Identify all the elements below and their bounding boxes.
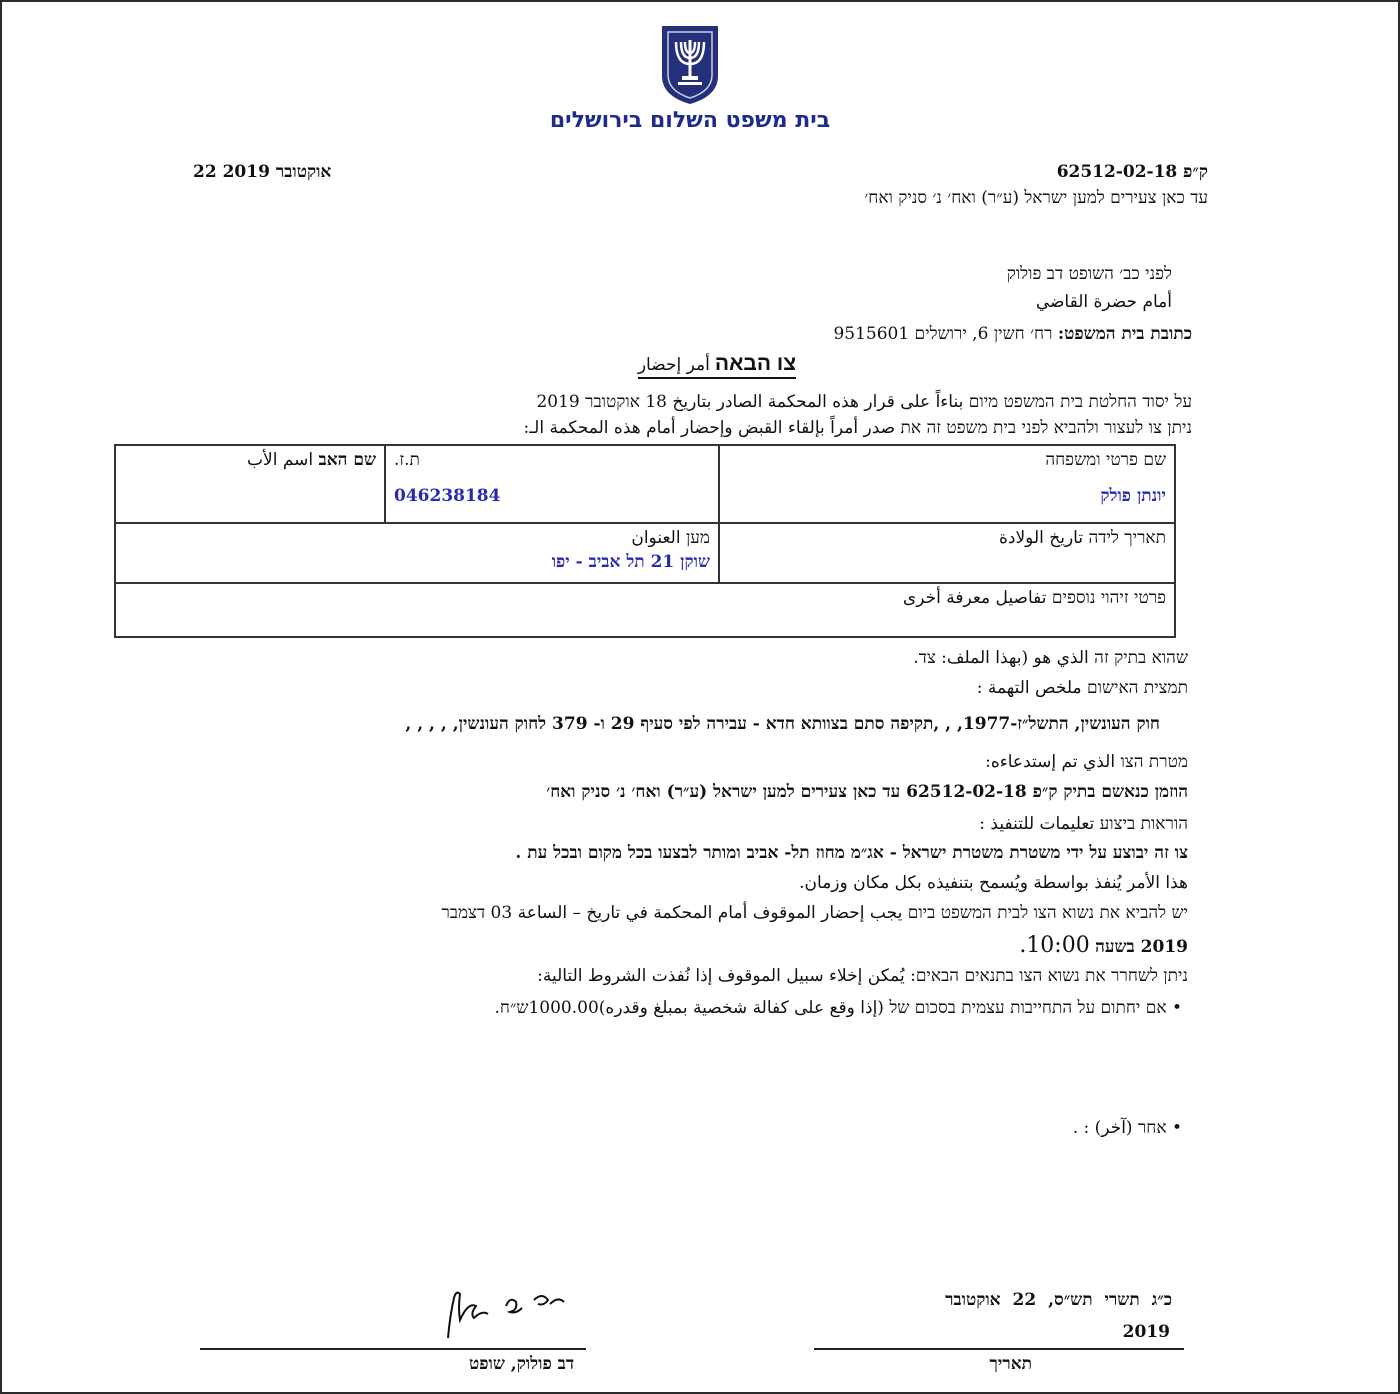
cell-id: [385, 445, 719, 523]
father-label: שם האב اسم الأب: [247, 450, 376, 470]
suspect-details-table: [114, 444, 1176, 638]
cell-address: [115, 523, 719, 583]
cell-dob: [719, 523, 1175, 583]
cell-extra-id: [115, 583, 1175, 637]
subject-heading: [638, 352, 796, 379]
instruction-1: צו זה יבוצע על ידי משטרת משטרת ישראל - אג״מ מחוז תל- אביב ומותר לבצעו בכל מקום ובכל עת .: [515, 843, 1188, 863]
date-signature-line: [814, 1348, 1184, 1350]
dob-label: תאריך לידה تاريخ الولادة: [999, 528, 1166, 548]
extra-id-label: פרטי זיהוי נוספים تفاصيل معرفة أخرى: [902, 588, 1166, 608]
intro-line-1: על יסוד החלטת בית המשפט מיום بناءاً على قرار هذه المحكمة الصادر بتاريخ 18 אוקטובר 2019: [536, 392, 1192, 412]
address-label: כתובת בית המשפט:: [1057, 324, 1192, 344]
subject-title-arabic: أمر إحضار: [637, 355, 710, 375]
address-value-cell: שוקן 21 תל אביב - יפו: [551, 552, 710, 572]
case-number: ק״פ 62512-02-18: [1056, 162, 1208, 182]
state-emblem-icon: [658, 24, 722, 106]
case-line: שהוא בתיק זה الذي هو (بهذا الملف: צד.: [913, 648, 1188, 668]
instructions-heading: הוראות ביצוע تعليمات للتنفيذ :: [979, 814, 1188, 834]
id-value: 046238184: [394, 486, 501, 506]
intro-line-2: ניתן צו לעצור ולהביא לפני בית משפט זה את صدر أمراً بإلقاء القبض وإحضار أمام هذه المحكمة الـ:: [523, 418, 1192, 438]
judge-name: דב פולוק, שופט: [468, 1354, 574, 1374]
release-condition-other: • אחר (آخر) : .: [1072, 1118, 1182, 1138]
cell-father: [115, 445, 385, 523]
instruction-4: [1019, 933, 1188, 958]
judge-signature-line: [200, 1348, 586, 1350]
signing-year: 2019: [1122, 1322, 1170, 1342]
instruction-3: יש להביא את נשוא הצו לבית המשפט ביום يجب إحضار الموقوف أمام المحكمة في تاريخ – الساعة 03 דצמבר: [441, 903, 1188, 923]
name-label: שם פרטי ומשפחה: [1045, 450, 1166, 470]
address-label-cell: מען العنوان: [631, 528, 710, 548]
case-parties: עד כאן צעירים למען ישראל (ע״ר) ואח׳ נ׳ סניק ואח׳: [864, 188, 1208, 208]
court-title: בית משפט השלום בירושלים: [549, 108, 831, 133]
before-judge: לפני כב׳ השופט דב פולוק: [1006, 264, 1172, 284]
name-value: יונתן פולק: [1100, 486, 1166, 506]
header-date: 22 אוקטובר 2019: [193, 162, 332, 182]
appearance-date: 2019 בשעה: [1095, 937, 1188, 957]
signing-date: כ״ג תשרי תש״ס, 22 אוקטובר: [945, 1290, 1172, 1310]
before-judge-arabic: أمام حضرة القاضي: [1035, 292, 1172, 312]
instruction-2: هذا الأمر يُنفذ بواسطة ويُسمح بتنفيذه بكل مكان وزمان.: [799, 873, 1188, 893]
release-condition-bail: • אם יחתום על התחייבות עצמית בסכום של (إذا وقع على كفالة شخصية بمبلغ وقدره)1000.00ש״ח.: [494, 998, 1182, 1018]
court-address: [833, 324, 1192, 344]
subject-title: צו הבאה: [714, 352, 796, 375]
appearance-time: 10:00.: [1019, 933, 1090, 958]
purpose-text: הוזמן כנאשם בתיק ק״פ 62512-02-18 עד כאן צעירים למען ישראל (ע״ר) ואח׳ נ׳ סניק ואח׳: [546, 782, 1188, 802]
charge-heading: תמצית האישום ملخص التهمة :: [976, 678, 1188, 698]
id-label: ת.ז.: [394, 450, 420, 470]
cell-name: [719, 445, 1175, 523]
charge-text: חוק העונשין, התשל״ז-1977, , ,תקיפה סתם בצוותא חדא - עבירה לפי סעיף 29 ו- 379 לחוק העונשין, , , , ,: [405, 714, 1160, 734]
date-caption: תאריך: [989, 1354, 1032, 1374]
judge-signature-icon: [430, 1280, 580, 1342]
purpose-heading: מטרת הצו الذي تم إستدعاءه:: [985, 752, 1188, 772]
release-heading: ניתן לשחרר את נשוא הצו בתנאים הבאים: يُمكن إخلاء سبيل الموقوف إذا نُفذت الشروط التالية:: [537, 966, 1188, 986]
address-value: רח׳ חשין 6, ירושלים 9515601: [833, 324, 1053, 344]
